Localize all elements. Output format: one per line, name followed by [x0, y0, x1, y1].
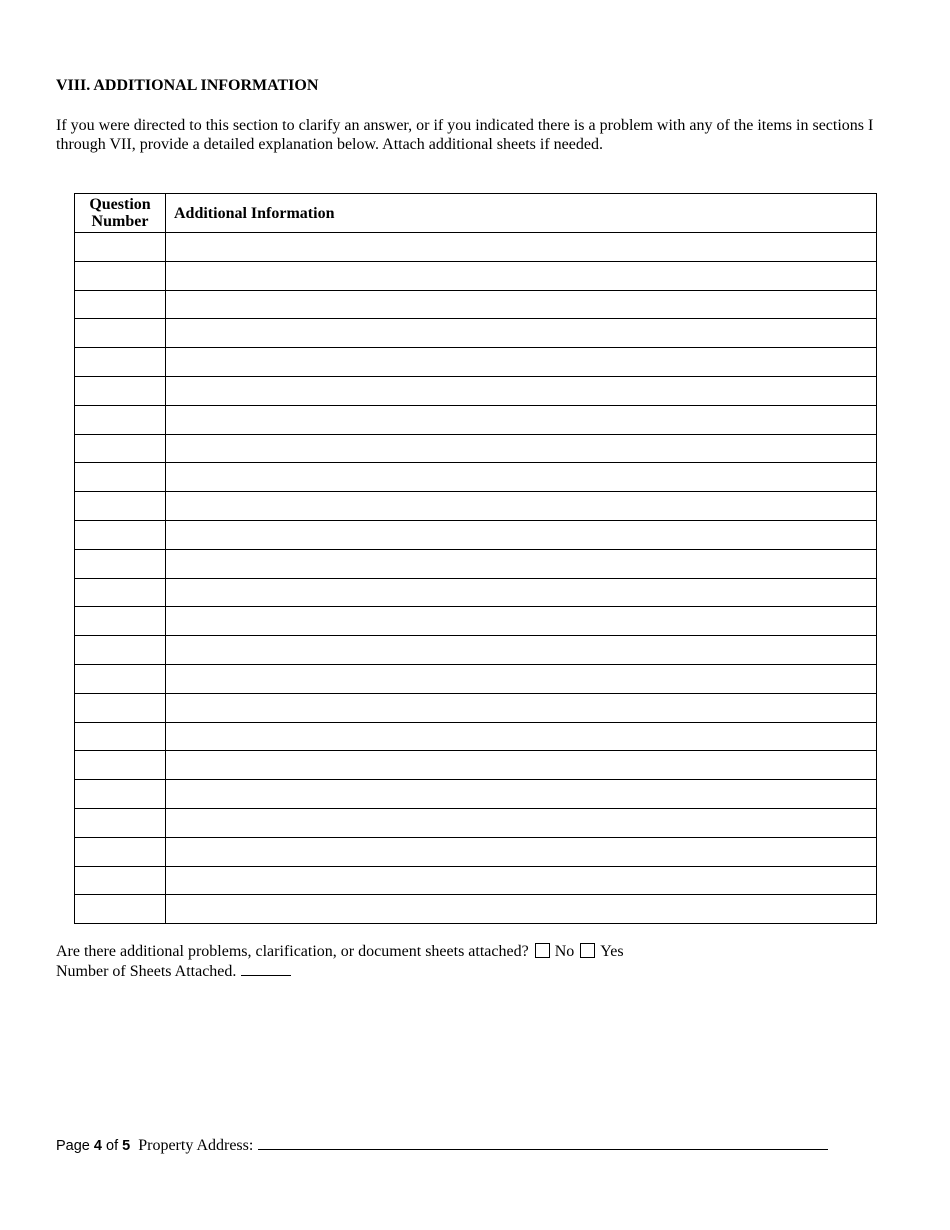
table-row: [75, 866, 877, 895]
additional-info-cell[interactable]: [166, 693, 877, 722]
sheets-attached-label: Number of Sheets Attached.: [56, 963, 237, 980]
column-header-question-line1: Question: [89, 196, 151, 213]
attachments-question: Are there additional problems, clarification, or document sheets attached?: [56, 943, 529, 960]
sheets-attached-line: [56, 961, 291, 981]
table-row: [75, 808, 877, 837]
table-row: [75, 549, 877, 578]
column-header-question-number: [75, 194, 166, 233]
page-number: 4: [93, 1138, 102, 1154]
question-number-cell[interactable]: [75, 607, 166, 636]
table-row: [75, 636, 877, 665]
table-row: [75, 376, 877, 405]
question-number-cell[interactable]: [75, 751, 166, 780]
question-number-cell[interactable]: [75, 492, 166, 521]
additional-info-table: [74, 193, 877, 924]
question-number-cell[interactable]: [75, 290, 166, 319]
page-total: 5: [122, 1138, 131, 1154]
section-instructions: If you were directed to this section to clarify an answer, or if you indicated there is a problem with any of the items in sections I through VII, provide a detailed explanation below. Attach additional sheets if needed.: [56, 117, 874, 153]
additional-info-cell[interactable]: [166, 261, 877, 290]
table-row: [75, 751, 877, 780]
additional-info-cell[interactable]: [166, 233, 877, 262]
question-number-cell[interactable]: [75, 837, 166, 866]
question-number-cell[interactable]: [75, 376, 166, 405]
question-number-cell[interactable]: [75, 895, 166, 924]
additional-info-cell[interactable]: [166, 664, 877, 693]
question-number-cell[interactable]: [75, 780, 166, 809]
yes-checkbox[interactable]: [580, 943, 595, 958]
additional-info-cell[interactable]: [166, 434, 877, 463]
additional-info-cell[interactable]: [166, 636, 877, 665]
additional-info-cell[interactable]: [166, 837, 877, 866]
question-number-cell[interactable]: [75, 636, 166, 665]
question-number-cell[interactable]: [75, 348, 166, 377]
additional-info-cell[interactable]: [166, 348, 877, 377]
additional-info-cell[interactable]: [166, 578, 877, 607]
page-footer: [56, 1135, 828, 1156]
additional-info-cell[interactable]: [166, 607, 877, 636]
additional-info-cell[interactable]: [166, 808, 877, 837]
question-number-cell[interactable]: [75, 693, 166, 722]
column-header-question-line2: Number: [91, 213, 149, 230]
table-row: [75, 319, 877, 348]
question-number-cell[interactable]: [75, 549, 166, 578]
additional-info-cell[interactable]: [166, 492, 877, 521]
table-row: [75, 463, 877, 492]
additional-info-cell[interactable]: [166, 290, 877, 319]
of-word: of: [106, 1138, 119, 1154]
table-row: [75, 578, 877, 607]
additional-info-cell[interactable]: [166, 895, 877, 924]
table-row: [75, 693, 877, 722]
question-number-cell[interactable]: [75, 261, 166, 290]
table-row: [75, 492, 877, 521]
table-row: [75, 664, 877, 693]
question-number-cell[interactable]: [75, 319, 166, 348]
yes-label: Yes: [600, 943, 624, 960]
question-number-cell[interactable]: [75, 808, 166, 837]
page-indicator: [56, 1138, 130, 1154]
table-row: [75, 895, 877, 924]
additional-info-cell[interactable]: [166, 722, 877, 751]
additional-info-cell[interactable]: [166, 751, 877, 780]
table-row: [75, 233, 877, 262]
additional-info-cell[interactable]: [166, 463, 877, 492]
question-number-cell[interactable]: [75, 722, 166, 751]
table-row: [75, 290, 877, 319]
table-row: [75, 837, 877, 866]
table-row: [75, 434, 877, 463]
additional-info-cell[interactable]: [166, 780, 877, 809]
table-row: [75, 348, 877, 377]
additional-info-cell[interactable]: [166, 319, 877, 348]
section-title: VIII. ADDITIONAL INFORMATION: [56, 77, 319, 94]
question-number-cell[interactable]: [75, 866, 166, 895]
additional-info-cell[interactable]: [166, 520, 877, 549]
sheets-attached-field[interactable]: [241, 961, 291, 976]
table-row: [75, 780, 877, 809]
additional-info-cell[interactable]: [166, 549, 877, 578]
page-word: Page: [56, 1138, 90, 1154]
question-number-cell[interactable]: [75, 434, 166, 463]
table-row: [75, 520, 877, 549]
no-checkbox[interactable]: [535, 943, 550, 958]
additional-info-cell[interactable]: [166, 866, 877, 895]
additional-info-cell[interactable]: [166, 405, 877, 434]
table-row: [75, 607, 877, 636]
question-number-cell[interactable]: [75, 463, 166, 492]
table-row: [75, 722, 877, 751]
additional-info-cell[interactable]: [166, 376, 877, 405]
question-number-cell[interactable]: [75, 520, 166, 549]
table-header-row: [75, 194, 877, 233]
no-label: No: [554, 943, 575, 960]
question-number-cell[interactable]: [75, 233, 166, 262]
attachments-question-line: [56, 942, 624, 961]
property-address-label: Property Address:: [138, 1137, 254, 1154]
table-body: [75, 233, 877, 924]
property-address-field[interactable]: [258, 1135, 828, 1150]
question-number-cell[interactable]: [75, 664, 166, 693]
column-header-additional-info: Additional Information: [166, 194, 877, 233]
question-number-cell[interactable]: [75, 578, 166, 607]
table-row: [75, 405, 877, 434]
question-number-cell[interactable]: [75, 405, 166, 434]
table-row: [75, 261, 877, 290]
